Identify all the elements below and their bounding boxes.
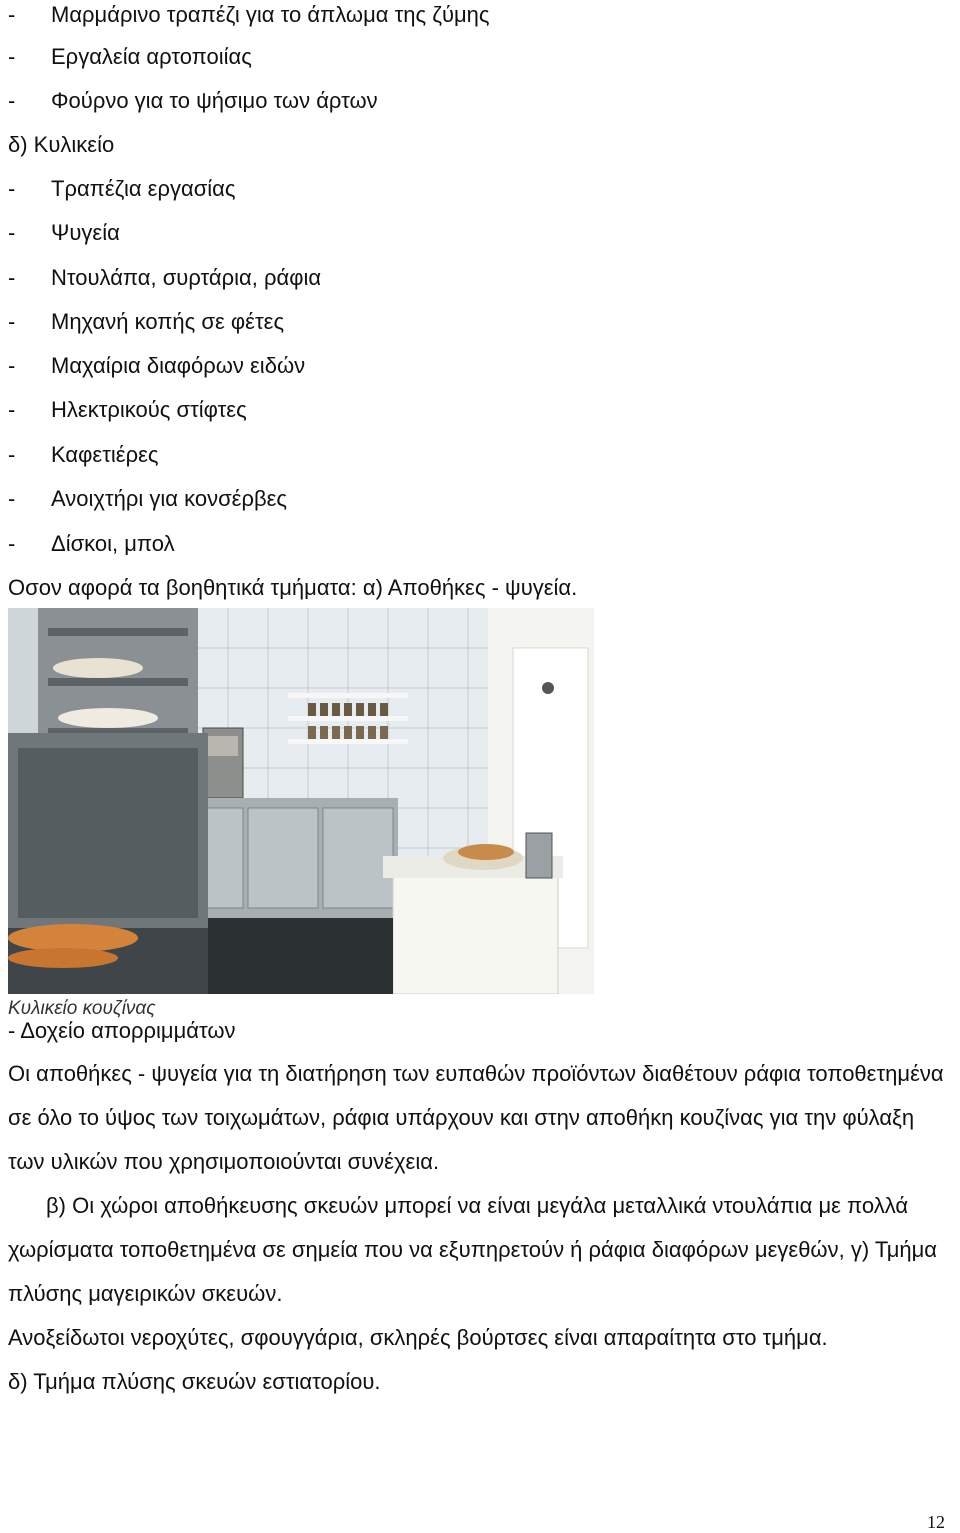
photo-caption: Κυλικείο κουζίνας xyxy=(8,998,156,1019)
auxiliary-sections-line: Οσον αφορά τα βοηθητικά τμήματα: α) Αποθήκες - ψυγεία. xyxy=(8,575,578,600)
paragraph-dish-washing: δ) Τμήμα πλύσης σκευών εστιατορίου. xyxy=(8,1369,381,1394)
paragraph-storage: Οι αποθήκες - ψυγεία για τη διατήρηση των ευπαθών προϊόντων διαθέτουν ράφια τοποθετημένα σε όλο το ύψος των τοιχωμάτων, ράφια υπάρχουν και στην αποθήκη κουζίνας για την φύλαξη των υλικών που χρησιμοποιούνται συνέχεια. xyxy=(8,1061,944,1174)
paragraph-sinks: Ανοξείδωτοι νεροχύτες, σφουγγάρια, σκληρές βούρτσες είναι απαραίτητα στο τμήμα. xyxy=(8,1325,828,1350)
page-number: 12 xyxy=(927,1512,945,1532)
waste-bin-line: - Δοχείο απορριμμάτων xyxy=(8,1018,236,1043)
paragraph-utensil-storage: β) Οι χώροι αποθήκευσης σκευών μπορεί να είναι μεγάλα μεταλλικά ντουλάπια με πολλά χωρίσματα τοποθετημένα σε σημεία που να εξυπηρετούν ή ράφια διαφόρων μεγεθών, γ) Τμήμα πλύσης μαγειρικών σκευών. xyxy=(8,1193,938,1306)
kitchen-kiosk-illustration xyxy=(8,608,594,994)
kitchen-kiosk-photo xyxy=(8,608,594,994)
section-d-heading: δ) Κυλικείο xyxy=(8,132,115,157)
